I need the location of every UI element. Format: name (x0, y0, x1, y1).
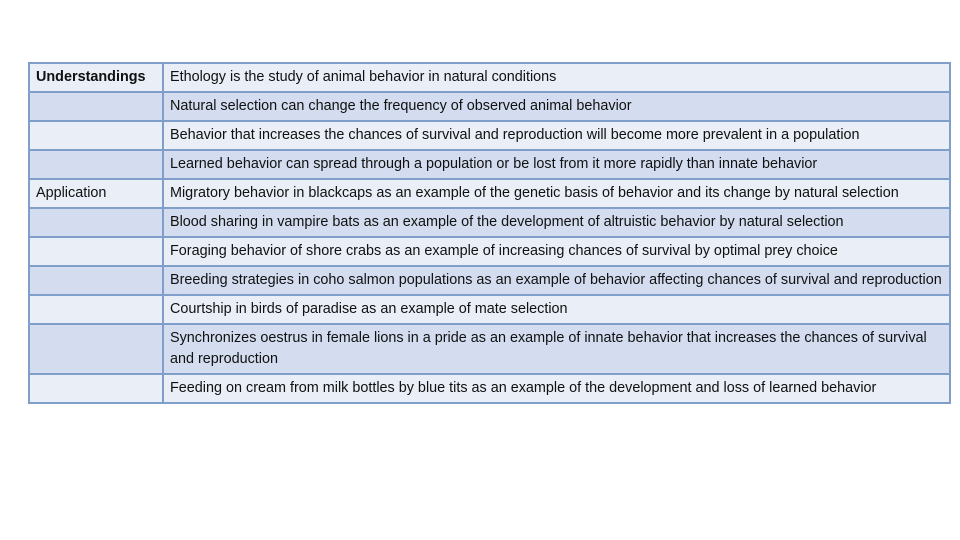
table-cell: Ethology is the study of animal behavior in natural conditions (163, 63, 950, 92)
table-row (29, 92, 950, 121)
table-cell: Breeding strategies in coho salmon populations as an example of behavior affecting chances of survival and reproduction (163, 266, 950, 295)
section-label-understandings: Understandings (29, 63, 163, 92)
content-table-container (28, 62, 949, 404)
section-label-application: Application (29, 179, 163, 208)
section-label-empty (29, 121, 163, 150)
understandings-applications-table (28, 62, 951, 404)
table-row (29, 208, 950, 237)
section-label-empty (29, 324, 163, 374)
table-row (29, 179, 950, 208)
table-cell: Blood sharing in vampire bats as an example of the development of altruistic behavior by natural selection (163, 208, 950, 237)
table-row (29, 237, 950, 266)
section-label-empty (29, 237, 163, 266)
table-row (29, 295, 950, 324)
table-cell: Natural selection can change the frequency of observed animal behavior (163, 92, 950, 121)
table-cell: Learned behavior can spread through a population or be lost from it more rapidly than innate behavior (163, 150, 950, 179)
table-cell: Courtship in birds of paradise as an example of mate selection (163, 295, 950, 324)
table-cell: Foraging behavior of shore crabs as an example of increasing chances of survival by optimal prey choice (163, 237, 950, 266)
section-label-empty (29, 208, 163, 237)
section-label-empty (29, 92, 163, 121)
section-label-empty (29, 374, 163, 403)
section-label-empty (29, 266, 163, 295)
table-row (29, 150, 950, 179)
section-label-empty (29, 295, 163, 324)
table-cell: Behavior that increases the chances of survival and reproduction will become more prevalent in a population (163, 121, 950, 150)
table-cell: Migratory behavior in blackcaps as an example of the genetic basis of behavior and its change by natural selection (163, 179, 950, 208)
table-row (29, 374, 950, 403)
table-cell: Synchronizes oestrus in female lions in a pride as an example of innate behavior that increases the chances of survival and reproduction (163, 324, 950, 374)
table-row (29, 266, 950, 295)
table-row (29, 324, 950, 374)
table-row (29, 63, 950, 92)
section-label-empty (29, 150, 163, 179)
table-row (29, 121, 950, 150)
table-cell: Feeding on cream from milk bottles by blue tits as an example of the development and loss of learned behavior (163, 374, 950, 403)
